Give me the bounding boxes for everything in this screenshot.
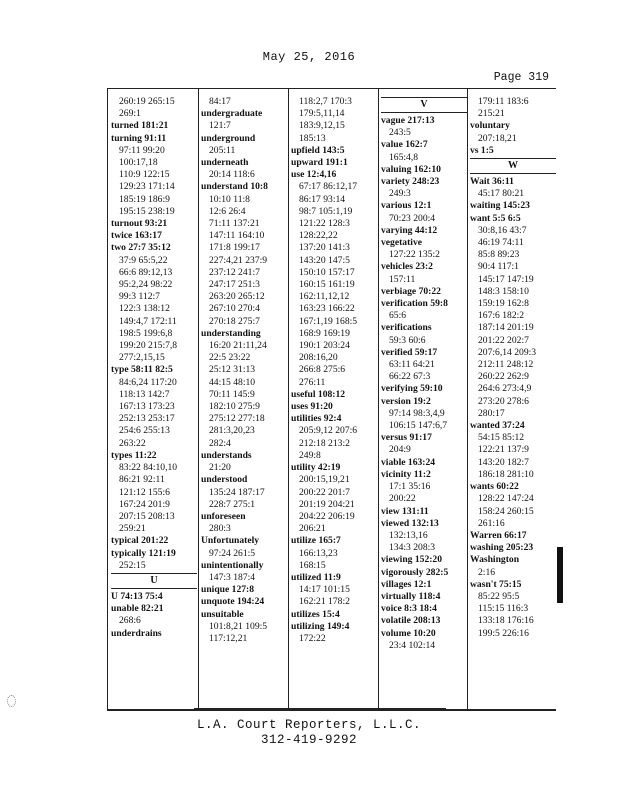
index-reference: 205:9,12 207:6 [299, 425, 358, 437]
index-reference: 97:14 98:3,4,9 [389, 407, 445, 419]
index-term: unique 127:8 [201, 584, 255, 596]
index-reference: 280:3 [209, 523, 231, 535]
index-reference: 143:20 182:7 [478, 456, 529, 468]
index-term: utilities 92:4 [291, 413, 342, 425]
index-reference: 150:10 157:17 [299, 266, 355, 278]
index-reference: 118:2,7 170:3 [299, 96, 352, 107]
index-reference: 118:13 142:7 [119, 388, 170, 400]
scan-mark [7, 695, 16, 707]
index-term: underneath [201, 157, 249, 169]
index-reference: 200:22 [389, 493, 416, 505]
index-term: versus 91:17 [381, 432, 432, 444]
section-letter: V [381, 97, 467, 113]
index-reference: 67:17 86:12,17 [299, 181, 358, 193]
index-reference: 147:11 164:10 [209, 230, 265, 242]
index-reference: 65:6 [389, 310, 407, 322]
index-reference: 212:18 213:2 [299, 437, 350, 449]
index-reference: 276:11 [299, 376, 326, 388]
index-reference: 254:6 255:13 [119, 425, 170, 437]
index-reference: 132:13,16 [389, 529, 428, 541]
index-term: voluntary [470, 120, 510, 132]
index-reference: 168:15 [299, 559, 326, 571]
footer-rule [194, 708, 446, 711]
index-reference: 12:6 26:4 [209, 205, 246, 217]
index-reference: 148:3 158:10 [478, 285, 529, 297]
index-reference: 204:22 206:19 [299, 510, 355, 522]
index-reference: 157:11 [389, 273, 416, 285]
index-reference: 115:15 116:3 [478, 603, 529, 615]
index-term: version 19:2 [381, 395, 431, 407]
index-reference: 85:8 89:23 [478, 249, 520, 261]
index-reference: 99:3 112:7 [119, 291, 160, 303]
index-reference: 165:4,8 [389, 151, 419, 163]
index-reference: 167:1,19 168:5 [299, 315, 358, 327]
index-reference: 97:24 261:5 [209, 547, 256, 559]
index-reference: 71:11 137:21 [209, 218, 260, 230]
index-reference: 199:20 215:7,8 [119, 340, 178, 352]
index-reference: 228:7 275:1 [209, 498, 256, 510]
index-reference: 162:21 178:2 [299, 596, 350, 608]
index-term: valuing 162:10 [381, 163, 441, 175]
index-reference: 243:5 [389, 127, 411, 139]
index-reference: 44:15 48:10 [209, 376, 256, 388]
index-reference: 195:15 238:19 [119, 205, 175, 217]
index-reference: 190:1 203:24 [299, 340, 350, 352]
index-reference: 59:3 60:6 [389, 334, 426, 346]
index-reference: 117:12,21 [209, 632, 248, 644]
index-reference: 208:16,20 [299, 352, 338, 364]
index-term: understood [201, 474, 248, 486]
index-term: type 58:11 82:5 [111, 364, 173, 376]
index-reference: 201:19 204:21 [299, 498, 355, 510]
index-reference: 95:2,24 98:22 [119, 279, 173, 291]
index-reference: 252:13 253:17 [119, 413, 175, 425]
index-term: understand 10:8 [201, 181, 268, 193]
index-reference: 205:11 [209, 144, 236, 156]
index-reference: 86:21 92:11 [119, 474, 165, 486]
index-reference: 249:3 [389, 188, 411, 200]
index-reference: 149:4,7 172:11 [119, 315, 177, 327]
index-term: understands [201, 449, 252, 461]
index-reference: 280:17 [478, 407, 505, 419]
index-reference: 277:2,15,15 [119, 352, 165, 364]
index-term: Warren 66:17 [470, 529, 527, 541]
index-reference: 45:17 80:21 [478, 188, 525, 200]
index-term: wasn't 75:15 [470, 578, 522, 590]
index-term: waiting 145:23 [470, 200, 530, 212]
index-column-5 [470, 96, 556, 640]
index-column-1 [111, 96, 197, 640]
page-number: Page 319 [493, 71, 549, 84]
header-date: May 25, 2016 [262, 50, 356, 64]
index-term: undergraduate [201, 108, 263, 120]
index-term: uses 91:20 [291, 401, 333, 413]
index-reference: 166:13,23 [299, 547, 338, 559]
index-reference: 260:22 262:9 [478, 371, 529, 383]
index-reference: 2:16 [478, 566, 496, 578]
index-reference: 282:4 [209, 437, 231, 449]
index-reference: 207:6,14 209:3 [478, 346, 537, 358]
index-reference: 121:22 128:3 [299, 218, 350, 230]
index-term: verified 59:17 [381, 346, 438, 358]
index-reference: 185:19 186:9 [119, 193, 170, 205]
index-term: types 11:22 [111, 449, 157, 461]
index-reference: 275:12 277:18 [209, 413, 265, 425]
index-term: Unfortunately [201, 535, 260, 547]
section-letter: U [111, 573, 197, 589]
index-reference: 159:19 162:8 [478, 298, 529, 310]
index-term: villages 12:1 [381, 578, 432, 590]
index-reference: 206:21 [299, 523, 326, 535]
index-reference: 134:3 208:3 [389, 542, 436, 554]
index-term: utility 42:19 [291, 462, 341, 474]
index-reference: 237:12 241:7 [209, 266, 260, 278]
index-term: view 131:11 [381, 505, 429, 517]
index-reference: 128:22,22 [299, 230, 338, 242]
index-reference: 23:4 102:14 [389, 639, 436, 651]
index-term: upward 191:1 [291, 157, 348, 169]
index-reference: 14:17 101:15 [299, 584, 350, 596]
index-reference: 66:6 89:12,13 [119, 266, 173, 278]
index-reference: 207:15 208:13 [119, 510, 175, 522]
index-reference: 267:10 270:4 [209, 303, 260, 315]
index-term: virtually 118:4 [381, 590, 441, 602]
index-term: wanted 37:24 [470, 420, 525, 432]
index-term: verbiage 70:22 [381, 285, 441, 297]
index-term: viable 163:24 [381, 456, 436, 468]
index-reference: 212:11 248:12 [478, 359, 534, 371]
index-reference: 10:10 11:8 [209, 193, 250, 205]
index-reference: 110:9 122:15 [119, 169, 170, 181]
index-reference: 160:15 161:19 [299, 279, 355, 291]
index-reference: 37:9 65:5,22 [119, 254, 168, 266]
index-reference: 268:6 [119, 615, 141, 627]
index-reference: 167:13 173:23 [119, 401, 175, 413]
index-reference: 179:5,11,14 [299, 108, 345, 120]
index-term: understanding [201, 327, 261, 339]
index-term: varying 44:12 [381, 224, 438, 236]
index-reference: 122:3 138:12 [119, 303, 170, 315]
index-term: unquote 194:24 [201, 596, 265, 608]
index-reference: 25:12 31:13 [209, 364, 256, 376]
index-reference: 122:21 137:9 [478, 444, 529, 456]
index-reference: 100:17,18 [119, 157, 158, 169]
index-term: utilizing 149:4 [291, 620, 350, 632]
index-reference: 273:20 278:6 [478, 395, 529, 407]
index-reference: 252:15 [119, 559, 146, 571]
index-term: verifying 59:10 [381, 383, 443, 395]
index-reference: 145:17 147:19 [478, 273, 534, 285]
index-term: turnout 93:21 [111, 218, 168, 230]
index-term: Wait 36:11 [470, 176, 514, 188]
index-reference: 85:22 95:5 [478, 590, 520, 602]
index-reference: 83:22 84:10,10 [119, 462, 178, 474]
index-reference: 147:3 187:4 [209, 571, 256, 583]
index-term: U 74:13 75:4 [111, 590, 163, 602]
section-letter: W [470, 158, 556, 174]
index-table [107, 88, 556, 711]
index-term: verifications [381, 322, 432, 334]
index-reference: 182:10 275:9 [209, 401, 260, 413]
index-reference: 137:20 141:3 [299, 242, 350, 254]
index-reference: 247:17 251:3 [209, 279, 260, 291]
index-reference: 167:6 182:2 [478, 310, 525, 322]
index-term: vs 1:5 [470, 144, 494, 156]
index-term: variety 248:23 [381, 176, 440, 188]
index-reference: 101:8,21 109:5 [209, 620, 268, 632]
index-term: utilize 165:7 [291, 535, 341, 547]
index-term: vicinity 11:2 [381, 468, 431, 480]
index-reference: 84:17 [209, 96, 231, 107]
index-reference: 199:5 226:16 [478, 627, 529, 639]
index-reference: 179:11 183:6 [478, 96, 529, 107]
index-reference: 129:23 171:14 [119, 181, 175, 193]
index-reference: 158:24 260:15 [478, 505, 534, 517]
index-reference: 171:8 199:17 [209, 242, 260, 254]
index-reference: 201:22 202:7 [478, 334, 529, 346]
index-term: wants 60:22 [470, 481, 519, 493]
index-term: viewing 152:20 [381, 554, 443, 566]
index-reference: 54:15 85:12 [478, 432, 525, 444]
index-term: viewed 132:13 [381, 517, 439, 529]
index-term: vehicles 23:2 [381, 261, 433, 273]
index-term: use 12:4,16 [291, 169, 337, 181]
index-reference: 63:11 64:21 [389, 359, 435, 371]
footer-phone: 312-419-9292 [260, 733, 357, 747]
index-term: underdrains [111, 627, 162, 639]
index-term: turning 91:11 [111, 132, 167, 144]
index-reference: 135:24 187:17 [209, 486, 265, 498]
index-reference: 200:22 201:7 [299, 486, 350, 498]
index-reference: 127:22 135:2 [389, 249, 440, 261]
index-reference: 264:6 273:4,9 [478, 383, 532, 395]
index-reference: 281:3,20,23 [209, 425, 255, 437]
index-reference: 121:7 [209, 120, 231, 132]
index-reference: 16:20 21:11,24 [209, 340, 267, 352]
index-reference: 168:9 169:19 [299, 327, 350, 339]
index-reference: 106:15 147:6,7 [389, 420, 448, 432]
index-reference: 22:5 23:22 [209, 352, 251, 364]
index-term: typically 121:19 [111, 547, 176, 559]
margin-bar [557, 547, 563, 603]
index-term: washing 205:23 [470, 542, 534, 554]
index-reference: 46:19 74:11 [478, 237, 524, 249]
index-reference: 198:5 199:6,8 [119, 327, 173, 339]
index-reference: 70:23 200:4 [389, 212, 436, 224]
index-reference: 204:9 [389, 444, 411, 456]
column-divider [288, 89, 289, 709]
index-term: verification 59:8 [381, 298, 448, 310]
index-term: unforeseen [201, 510, 246, 522]
index-reference: 183:9,12,15 [299, 120, 345, 132]
index-term: various 12:1 [381, 200, 432, 212]
index-reference: 249:8 [299, 449, 321, 461]
index-reference: 259:21 [119, 523, 146, 535]
index-column-2 [201, 96, 287, 645]
index-term: value 162:7 [381, 139, 428, 151]
index-reference: 128:22 147:24 [478, 493, 534, 505]
index-column-3 [291, 96, 377, 645]
column-divider [467, 89, 468, 709]
column-divider [378, 89, 379, 709]
index-reference: 200:15,19,21 [299, 474, 350, 486]
index-reference: 84:6,24 117:20 [119, 376, 177, 388]
index-term: vigorously 282:5 [381, 566, 449, 578]
index-reference: 227:4,21 237:9 [209, 254, 268, 266]
index-term: want 5:5 6:5 [470, 212, 521, 224]
index-reference: 133:18 176:16 [478, 615, 534, 627]
index-reference: 98:7 105:1,19 [299, 205, 353, 217]
index-reference: 143:20 147:5 [299, 254, 350, 266]
index-reference: 86:17 93:14 [299, 193, 346, 205]
index-term: vegetative [381, 237, 423, 249]
index-term: voice 8:3 18:4 [381, 603, 437, 615]
index-term: twice 163:17 [111, 230, 162, 242]
index-reference: 207:18,21 [478, 132, 517, 144]
index-term: utilizes 15:4 [291, 608, 340, 620]
index-reference: 172:22 [299, 632, 326, 644]
index-term: unintentionally [201, 559, 264, 571]
index-reference: 66:22 67:3 [389, 371, 431, 383]
index-reference: 263:22 [119, 437, 146, 449]
column-divider [198, 89, 199, 709]
index-reference: 162:11,12,12 [299, 291, 350, 303]
index-reference: 97:11 99:20 [119, 144, 165, 156]
index-term: volatile 208:13 [381, 615, 441, 627]
index-column-4 [381, 96, 467, 652]
index-reference: 21:20 [209, 462, 231, 474]
index-reference: 186:18 281:10 [478, 468, 534, 480]
index-reference: 17:1 35:16 [389, 481, 431, 493]
index-reference: 121:12 155:6 [119, 486, 170, 498]
index-reference: 215:21 [478, 108, 505, 120]
index-reference: 270:18 275:7 [209, 315, 260, 327]
index-term: Washington [470, 554, 520, 566]
index-term: useful 108:12 [291, 388, 346, 400]
footer-company: L.A. Court Reporters, L.L.C. [196, 718, 422, 732]
index-reference: 185:13 [299, 132, 326, 144]
index-reference: 269:1 [119, 108, 141, 120]
index-reference: 167:24 201:9 [119, 498, 170, 510]
index-reference: 260:19 265:15 [119, 96, 175, 107]
index-reference: 187:14 201:19 [478, 322, 534, 334]
index-term: vague 217:13 [381, 115, 435, 126]
index-reference: 30:8,16 43:7 [478, 224, 527, 236]
index-term: unsuitable [201, 608, 244, 620]
index-reference: 266:8 275:6 [299, 364, 346, 376]
index-term: utilized 11:9 [291, 571, 341, 583]
index-term: typical 201:22 [111, 535, 169, 547]
index-term: volume 10:20 [381, 627, 436, 639]
index-reference: 90:4 117:1 [478, 261, 519, 273]
index-term: unable 82:21 [111, 603, 164, 615]
index-term: two 27:7 35:12 [111, 242, 171, 254]
index-reference: 261:16 [478, 517, 505, 529]
index-reference: 163:23 166:22 [299, 303, 355, 315]
index-term: turned 181:21 [111, 120, 169, 132]
index-reference: 20:14 118:6 [209, 169, 255, 181]
index-term: upfield 143:5 [291, 144, 345, 156]
index-reference: 70:11 145:9 [209, 388, 255, 400]
index-term: underground [201, 132, 256, 144]
index-reference: 263:20 265:12 [209, 291, 265, 303]
